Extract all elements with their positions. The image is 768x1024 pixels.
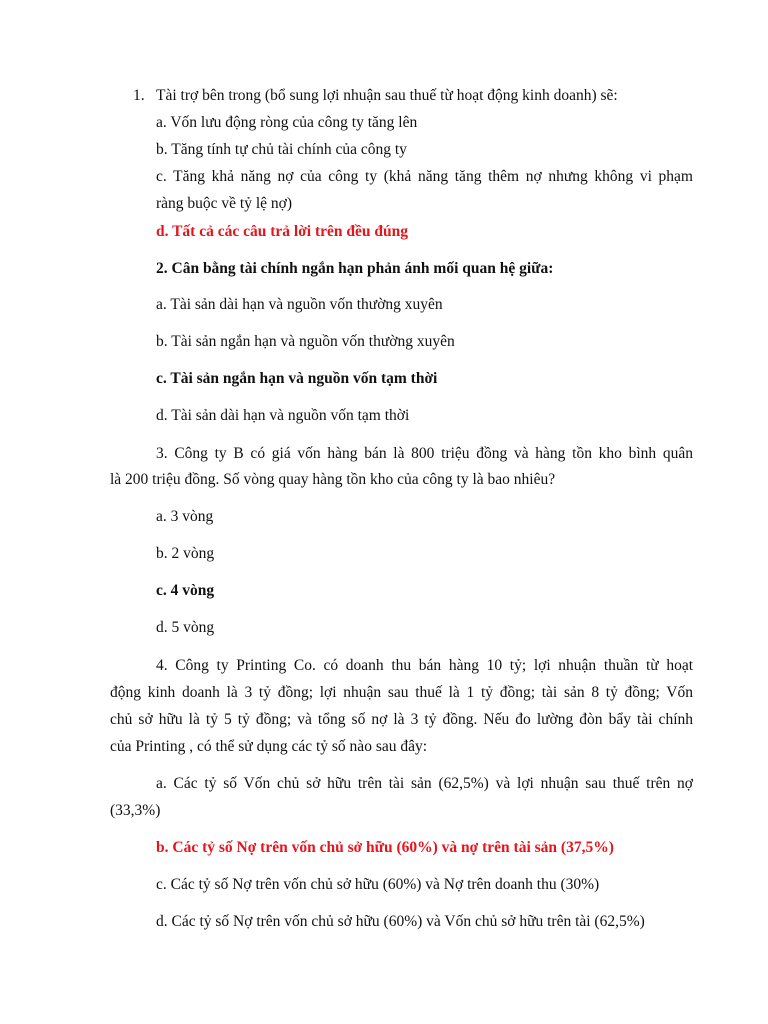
q4-stem-line2: động kinh doanh là 3 tỷ đồng; lợi nhuận sau thuế là 1 tỷ đồng; tài sản 8 tỷ đồng; Vốn — [110, 684, 693, 701]
q3-stem-line2: là 200 triệu đồng. Số vòng quay hàng tồn kho của công ty là bao nhiêu? — [110, 471, 556, 488]
q2-option-b: b. Tài sản ngắn hạn và nguồn vốn thường xuyên — [156, 333, 455, 350]
q1-number: 1. — [133, 87, 145, 104]
q4-option-d: d. Các tỷ số Nợ trên vốn chủ sở hữu (60%) và Vốn chủ sở hữu trên tài (62,5%) — [156, 913, 645, 930]
q2-option-a: a. Tài sản dài hạn và nguồn vốn thường xuyên — [156, 296, 443, 313]
q4-stem-line3: chủ sở hữu là tỷ 5 tỷ đồng; và tổng số nợ là 3 tỷ đồng. Nếu đo lường đòn bẩy tài chính — [110, 711, 693, 728]
q2-option-d: d. Tài sản dài hạn và nguồn vốn tạm thời — [156, 407, 410, 424]
q1-option-c-line2: ràng buộc về tỷ lệ nợ) — [156, 195, 293, 212]
q1-option-c-line1: c. Tăng khả năng nợ của công ty (khả năng tăng thêm nợ nhưng không vi phạm — [156, 168, 693, 185]
q4-option-a-line1: a. Các tỷ số Vốn chủ sở hữu trên tài sản (62,5%) và lợi nhuận sau thuế trên nợ — [156, 775, 693, 792]
q2-stem: 2. Cân bằng tài chính ngắn hạn phản ánh mối quan hệ giữa: — [156, 260, 554, 277]
q3-stem-line1: 3. Công ty B có giá vốn hàng bán là 800 triệu đồng và hàng tồn kho bình quân — [156, 445, 693, 462]
q3-option-c-answer: c. 4 vòng — [156, 582, 215, 599]
q1-option-b: b. Tăng tính tự chủ tài chính của công ty — [156, 141, 407, 158]
q2-option-c-answer: c. Tài sản ngắn hạn và nguồn vốn tạm thời — [156, 370, 438, 387]
q1-option-d-answer: d. Tất cả các câu trả lời trên đều đúng — [156, 223, 408, 240]
q1-option-a: a. Vốn lưu động ròng của công ty tăng lên — [156, 114, 418, 131]
q4-stem-line1: 4. Công ty Printing Co. có doanh thu bán hàng 10 tỷ; lợi nhuận thuần từ hoạt — [156, 657, 693, 674]
q4-stem-line4: của Printing , có thể sử dụng các tỷ số nào sau đây: — [110, 738, 428, 755]
q3-option-b: b. 2 vòng — [156, 545, 215, 562]
q4-option-a-line2: (33,3%) — [110, 802, 161, 819]
q1-stem: Tài trợ bên trong (bổ sung lợi nhuận sau thuế từ hoạt động kinh doanh) sẽ: — [156, 87, 618, 104]
q4-option-c: c. Các tỷ số Nợ trên vốn chủ sở hữu (60%) và Nợ trên doanh thu (30%) — [156, 876, 600, 893]
q3-option-a: a. 3 vòng — [156, 508, 214, 525]
q4-option-b-answer: b. Các tỷ số Nợ trên vốn chủ sở hữu (60%) và nợ trên tài sản (37,5%) — [156, 839, 614, 856]
q3-option-d: d. 5 vòng — [156, 619, 215, 636]
